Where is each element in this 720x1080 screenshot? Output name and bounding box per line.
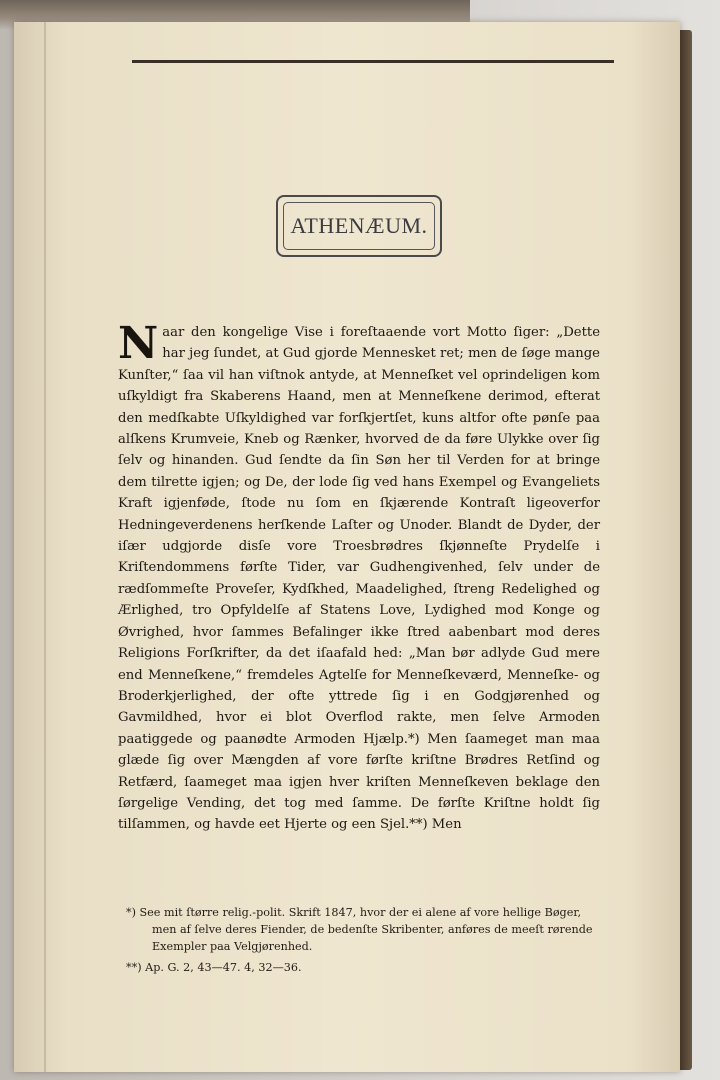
page-gutter bbox=[44, 22, 46, 1072]
header-rule bbox=[132, 60, 614, 63]
footnote-2: **) Ap. G. 2, 43—47. 4, 32—36. bbox=[126, 961, 302, 974]
main-text bbox=[118, 318, 600, 836]
body-paragraph-text: aar den kongelige Vise i foreſtaaende vort Motto ſiger: „Dette har jeg ſundet, at Gud gjorde Mennesket ret; men de ſøge mange Kunſter,“ ſaa vil han viſtnok antyde, at Menneſket vel oprindeligen kom uſkyldigt fra Skaberens Haand, men at Menneſkene derimod, efterat den medſkabte Uſkyldighed var forſkjertſet, kuns altfor ofte pønſe paa alſkens Krumveie, Kneb og Rænker, hvorved de da føre Ulykke over ſig ſelv og hinanden. Gud ſendte da ſin Søn her til Verden for at bringe dem tilrette igjen; og De, der lode ſig ved hans Exempel og Evangeliets Kraft igjenføde, ſtode nu ſom en ſkjærende Kontraſt ligeoverfor Hedningeverdenens herſkende Laſter og Unoder. Blandt de Dyder, der iſær udgjorde disſe vore Troesbrødres ſkjønneſte Prydelſe i Kriſtendommens førſte Tider, var Gudhengivenhed, ſelv under de rædſommeſte Proveſer, Kydſkhed, Maadelighed, ſtreng Redelighed og Ærlighed, tro Opfyldelſe af Statens Love, Lydighed mod Konge og Øvrighed, hvor ſammes Befalinger ikke ſtred aabenbart mod deres Religions Forſkrifter, da det iſaafald hed: „Man bør adlyde Gud mere end Menneſkene,“ fremdeles Agtelſe for Menneſkeværd, Menneſke- og Broderkjerlighed, der ofte yttrede ſig i en Godgjørenhed og Gavmildhed, hvor ei blot Overflod rakte, men ſelve Armoden paatiggede og paanødte Armoden Hjælp.*) Men ſaameget man maa glæde ſig over Mængden af vore førſte kriſtne Brødres Retſind og Retfærd, ſaameget maa igjen hver kriſten Menneſkeven beklage den ſørgelige Vending, det tog med ſamme. De førſte Kriſtne holdt ſig tilſammen, og havde eet Hjerte og een Sjel.**) Men bbox=[118, 325, 600, 833]
footnotes bbox=[126, 904, 602, 980]
stamp-text: ATHENÆUM. bbox=[283, 202, 435, 250]
footnote-1: *) See mit ſtørre relig.-polit. Skrift 1847, hvor der ei alene af vore hellige Bøger, men af ſelve deres Fiender, de bedenſte Skribenter, anføres de meeſt rørende Exempler paa Velgjørenhed. bbox=[126, 906, 593, 953]
body-paragraph bbox=[118, 318, 600, 836]
book-page bbox=[14, 22, 680, 1072]
drop-cap: N bbox=[118, 318, 159, 369]
library-stamp bbox=[276, 195, 442, 257]
